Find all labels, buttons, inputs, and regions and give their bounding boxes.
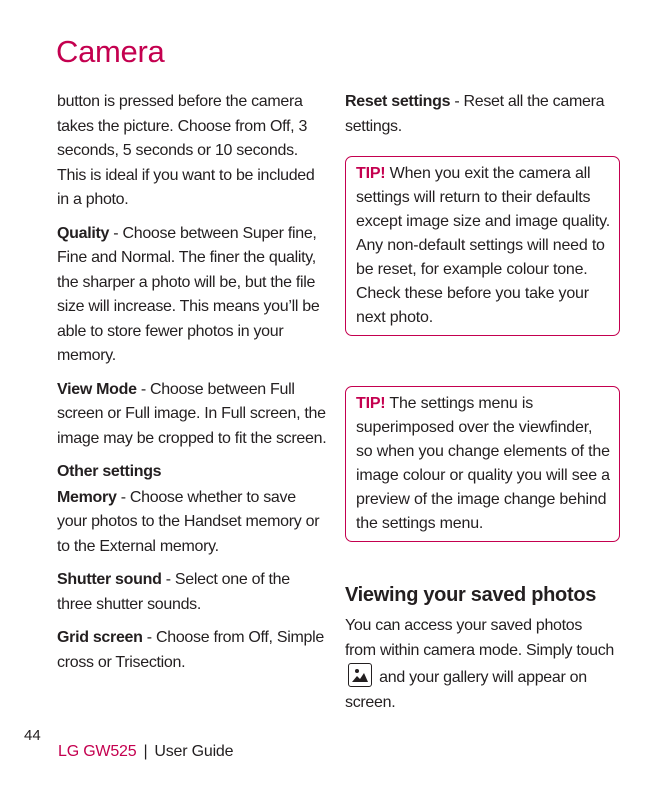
section-body	[345, 614, 615, 715]
shutter-sound-term: Shutter sound	[57, 571, 162, 588]
footer-separator: |	[143, 743, 148, 760]
section-text-after: and your gallery will appear on screen.	[345, 669, 587, 711]
tip-box-exit-camera	[345, 156, 620, 336]
tip-text: The settings menu is superimposed over the viewfinder, so when you change elements of the image colour or quality you will see a preview of the image change behind the settings menu.	[356, 395, 610, 532]
section-text-before: You can access your saved photos from within camera mode. Simply touch	[345, 617, 615, 659]
quality-text: - Choose between Super fine, Fine and Normal. The finer the quality, the sharper a photo will be, but the file size will increase. This means you’ll be able to store fewer photos in your memory.	[57, 224, 320, 364]
memory-setting	[57, 486, 327, 560]
view-mode-text: - Choose between Full screen or Full image. In Full screen, the image may be cropped to fit the screen.	[57, 380, 327, 447]
gallery-icon	[348, 663, 372, 687]
page-number: 44	[24, 727, 41, 744]
quality-setting	[57, 222, 327, 369]
left-column	[57, 90, 327, 684]
footer	[58, 743, 233, 761]
tip-box-settings-menu	[345, 386, 620, 542]
footer-guide: User Guide	[154, 743, 234, 760]
section-heading: Viewing your saved photos	[345, 584, 597, 606]
grid-screen-term: Grid screen	[57, 629, 143, 646]
other-settings-heading: Other settings	[57, 463, 162, 480]
grid-screen-setting	[57, 626, 327, 675]
tip-label: TIP!	[356, 165, 386, 182]
self-timer-description: button is pressed before the camera takes the picture. Choose from Off, 3 seconds, 5 seconds or 10 seconds. This is ideal if you want to be included in a photo.	[57, 93, 315, 208]
shutter-sound-text: - Select one of the three shutter sounds.	[57, 571, 290, 613]
shutter-sound-setting	[57, 568, 327, 617]
right-column	[345, 90, 617, 148]
reset-settings-term: Reset settings	[345, 93, 451, 110]
memory-text: - Choose whether to save your photos to the Handset memory or to the External memory.	[57, 488, 320, 555]
view-mode-term: View Mode	[57, 380, 137, 398]
view-mode-setting	[57, 378, 327, 452]
reset-settings-text: - Reset all the camera settings.	[345, 93, 605, 135]
memory-term: Memory	[57, 488, 117, 506]
reset-settings	[345, 90, 617, 139]
tip-label: TIP!	[356, 395, 386, 412]
footer-model: LG GW525	[58, 743, 137, 760]
tip-text: When you exit the camera all settings will return to their defaults except image size and image quality. Any non-default settings will need to be reset, for example colour tone. Check these before you take your next photo.	[356, 165, 610, 326]
quality-term: Quality	[57, 224, 110, 242]
grid-screen-text: - Choose from Off, Simple cross or Trisection.	[57, 629, 324, 671]
page-title: Camera	[56, 34, 165, 69]
